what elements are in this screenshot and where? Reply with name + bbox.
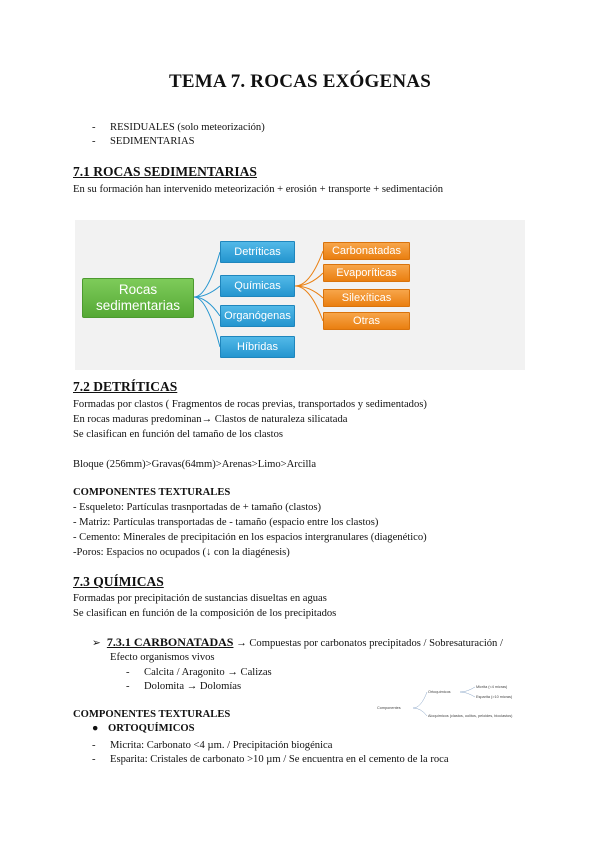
section-heading-7-3: 7.3 QUÍMICAS <box>73 574 164 589</box>
component-line: - Esqueleto: Partículas trasnportadas de + tamaño (clastos) <box>73 502 322 513</box>
diagram-box-detriticas: Detríticas <box>220 241 295 263</box>
section-7-2-line: En rocas maduras predominan→ Clastos de naturaleza silicatada <box>73 414 348 425</box>
subsection-text-cont: Efecto organismos vivos <box>110 652 215 663</box>
section-heading-7-2: 7.2 DETRÍTICAS <box>73 379 178 394</box>
arrowhead-icon: ➢ <box>92 638 101 649</box>
sedimentary-rocks-diagram <box>75 220 525 370</box>
orto-line: - Esparita: Cristales de carbonato >10 µm / Se encuentra en el cemento de la roca <box>92 754 449 765</box>
ortoquimicos-title: ORTOQUÍMICOS <box>108 723 195 734</box>
mineral-line: - Calcita / Aragonito → Calizas <box>126 667 272 678</box>
component-line: - Cemento: Minerales de precipitación en los espacios intergranulares (diagenético) <box>73 532 427 543</box>
bullet-text: SEDIMENTARIAS <box>110 136 195 147</box>
components-mini-diagram <box>375 686 545 726</box>
mineral-line: - Dolomita → Dolomías <box>126 681 242 692</box>
section-7-3-line: Se clasifican en función de la composición de los precipitados <box>73 608 337 619</box>
mini-root: Componentes <box>377 706 401 710</box>
diagram-root-box: Rocas sedimentarias <box>82 278 194 318</box>
orto-line: - Micrita: Carbonato <4 µm. / Precipitación biogénica <box>92 740 333 751</box>
section-7-2-line: Formadas por clastos ( Fragmentos de rocas previas, transportados y sedimentados) <box>73 399 427 410</box>
diagram-box-evaporiticas: Evaporíticas <box>323 264 410 282</box>
components-title-detriticas: COMPONENTES TEXTURALES <box>73 487 231 498</box>
section-7-3-line: Formadas por precipitación de sustancias disueltas en aguas <box>73 593 327 604</box>
ortoquimicos-item <box>92 723 195 734</box>
section-heading-7-1: 7.1 ROCAS SEDIMENTARIAS <box>73 164 257 179</box>
bullet-dot-icon: ● <box>92 723 99 734</box>
subsection-heading: 7.3.1 CARBONATADAS <box>106 635 234 649</box>
diagram-box-carbonatadas: Carbonatadas <box>323 242 410 260</box>
bullet-sedimentarias: - SEDIMENTARIAS <box>92 136 195 147</box>
mini-alo: Aloquímicos (clastos, oolitos, peloides, bioclastos) <box>428 714 513 718</box>
diagram-box-silexiticas: Silexíticas <box>323 289 410 307</box>
diagram-box-organogenas: Organógenas <box>220 305 295 327</box>
diagram-box-hibridas: Híbridas <box>220 336 295 358</box>
mini-orto: Ortoquímicos <box>428 690 451 694</box>
mineral-text: Calcita / Aragonito → Calizas <box>144 667 272 678</box>
component-line: -Poros: Espacios no ocupados (↓ con la diagénesis) <box>73 547 290 558</box>
mini-micrita: Micrita (<4 micras) <box>476 685 508 689</box>
clast-size-scale: Bloque (256mm)>Gravas(64mm)>Arenas>Limo>Arcilla <box>73 459 317 470</box>
mini-esparita: Esparita (>10 micras) <box>476 695 513 699</box>
components-title-quimicas: COMPONENTES TEXTURALES <box>73 709 231 720</box>
diagram-box-otras: Otras <box>323 312 410 330</box>
orto-text: Micrita: Carbonato <4 µm. / Precipitación biogénica <box>110 740 333 751</box>
section-7-1-text: En su formación han intervenido meteorización + erosión + transporte + sedimentación <box>73 184 444 195</box>
subsection-text: → Compuestas por carbonatos precipitados / Sobresaturación / <box>236 638 503 649</box>
orto-text: Esparita: Cristales de carbonato >10 µm / Se encuentra en el cemento de la roca <box>110 754 449 765</box>
bullet-text: RESIDUALES (solo meteorización) <box>110 122 265 133</box>
component-line: - Matriz: Partículas transportadas de - tamaño (espacio entre los clastos) <box>73 517 379 528</box>
page-title: TEMA 7. ROCAS EXÓGENAS <box>169 71 431 92</box>
subsection-7-3-1 <box>92 635 503 650</box>
mineral-text: Dolomita → Dolomías <box>144 681 242 692</box>
bullet-residuales: - RESIDUALES (solo meteorización) <box>92 122 265 133</box>
diagram-box-quimicas: Químicas <box>220 275 295 297</box>
section-7-2-line: Se clasifican en función del tamaño de los clastos <box>73 429 284 440</box>
